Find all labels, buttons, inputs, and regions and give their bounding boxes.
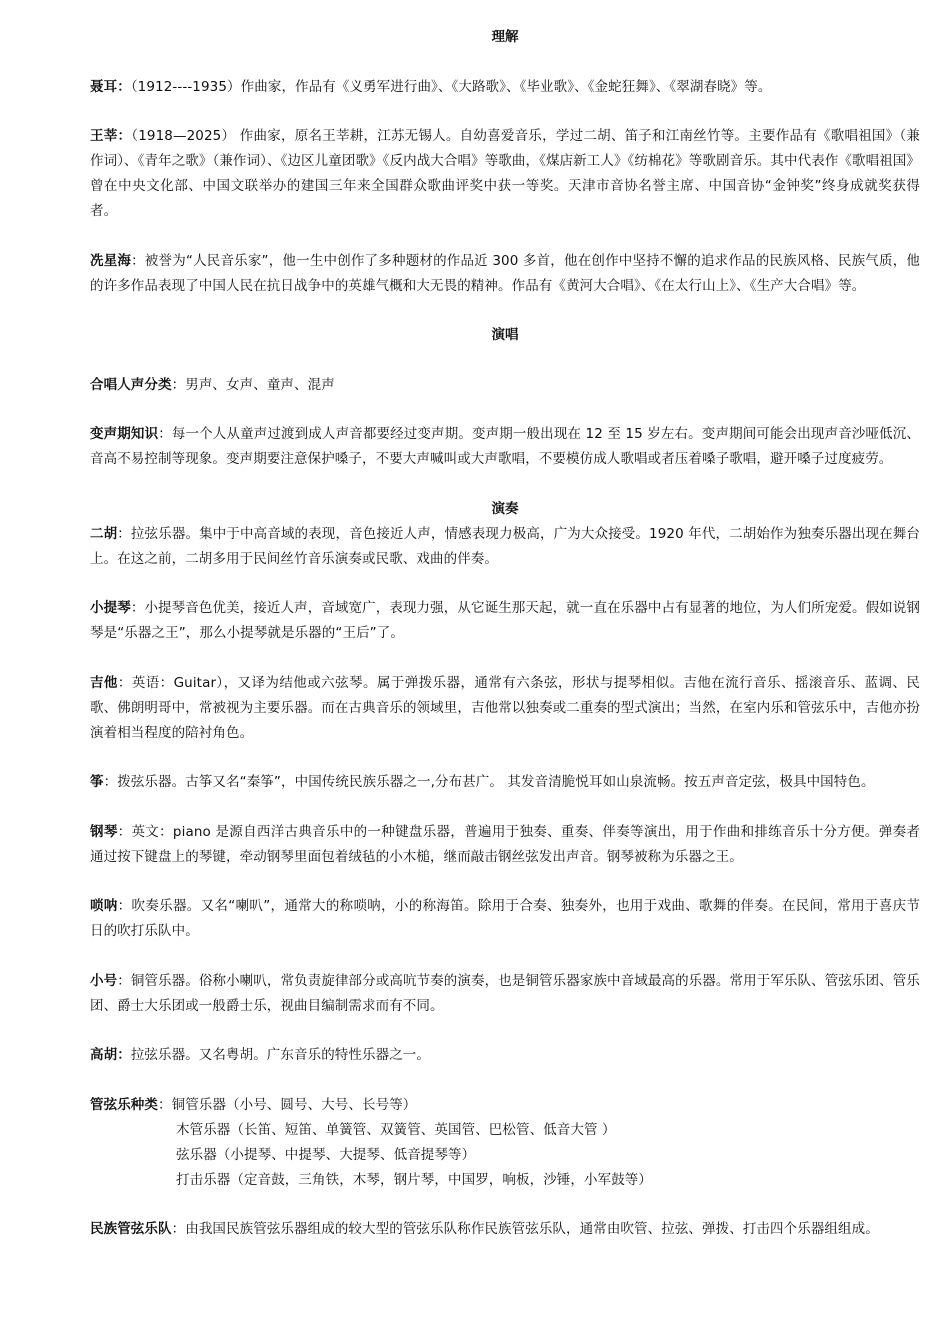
entry-text: 被誉为“人民音乐家”，他一生中创作了多种题材的作品近 300 多首，他在创作中坚持不懈的追求作品的民族风格、民族气质，他的许多作品表现了中国人民在抗日战争中的英雄气概和大无畏的精神。作品有《黄河大合唱》、《在太行山上》、《生产大合唱》等。 xyxy=(90,252,920,294)
section-title-singing: 演唱 xyxy=(491,327,519,343)
section-title-performance: 演奏 xyxy=(491,500,519,517)
entry-term: 筝 xyxy=(90,774,104,790)
entry-term: 钢琴 xyxy=(90,823,118,840)
entry-text: 英文：piano 是源自西洋古典音乐中的一种键盘乐器，普遍用于独奏、重奏、伴奏等演出，用于作曲和排练音乐十分方便。弹奏者通过按下键盘上的琴键，牵动钢琴里面包着绒毡的小木槌，继而敲击钢丝弦发出声音。钢琴被称为乐器之王。 xyxy=(90,823,920,865)
entry-wang-shen: 王莘：（1918—2025） 作曲家，原名王莘耕，江苏无锡人。自幼喜爱音乐，学过二胡、笛子和江南丝竹等。主要作品有《歌唱祖国》（兼作词）、《青年之歌》（兼作词）、《边区儿童团歌》《反内战大合唱》等歌曲，《煤店新工人》《纺棉花》等歌剧音乐。其中代表作《歌唱祖国》曾在中央文化部、中国文联举办的建国三年来全国群众歌曲评奖中获一等奖。天津市音协名誉主席、中国音协“金钟奖”终身成就奖获得者。 xyxy=(90,128,921,219)
entry-term: 小提琴 xyxy=(90,600,131,616)
entry-text: （1912----1935）作曲家，作品有《义勇军进行曲》、《大路歌》、《毕业歌》、《金蛇狂舞》、《翠湖春晓》等。 xyxy=(130,78,772,95)
entry-gaohu: 高胡：拉弦乐器。又名粤胡。广东音乐的特性乐器之一。 xyxy=(90,1047,431,1063)
entry-orchestra-types: 管弦乐种类：铜管乐器（小号、圆号、大号、长号等） 木管乐器（长笛、短笛、单簧管、双簧管、英国管、巴松管、低音大管 ） 弦乐器（小提琴、中提琴、大提琴、低音提琴等） 打击乐器（定音鼓，三角铁，木琴，钢片琴，中国罗，响板，沙锤，小军鼓等） xyxy=(90,1093,920,1193)
entry-text: 拉弦乐器。集中于中高音域的表现，音色接近人声，情感表现力极高，广为大众接受。1920 年代，二胡始作为独奏乐器出现在舞台上。在这之前，二胡多用于民间丝竹音乐演奏或民歌、戏曲的伴奏。 xyxy=(90,525,920,567)
entry-term: 王莘 xyxy=(90,128,118,144)
entry-text: 每一个人从童声过渡到成人声音都要经过变声期。变声期一般出现在 12 至 15 岁左右。变声期间可能会出现声音沙哑低沉、音高不易控制等现象。变声期要注意保护嗓子，不要大声喊叫或大声歌唱，不要模仿成人歌唱或者压着嗓子歌唱，避开嗓子过度疲劳。 xyxy=(90,426,921,467)
orchestra-line-brass: 铜管乐器（小号、圆号、大号、长号等） xyxy=(171,1096,417,1113)
entry-voice-change: 变声期知识：每一个人从童声过渡到成人声音都要经过变声期。变声期一般出现在 12 至 15 岁左右。变声期间可能会出现声音沙哑低沉、音高不易控制等现象。变声期要注意保护嗓子，不要大声喊叫或大声歌唱，不要模仿成人歌唱或者压着嗓子歌唱，避开嗓子过度疲劳。 xyxy=(90,426,921,467)
entry-text: （1918—2025） 作曲家，原名王莘耕，江苏无锡人。自幼喜爱音乐，学过二胡、笛子和江南丝竹等。主要作品有《歌唱祖国》（兼作词）、《青年之歌》（兼作词）、《边区儿童团歌》《反内战大合唱》等歌曲，《煤店新工人》《纺棉花》等歌剧音乐。其中代表作《歌唱祖国》曾在中央文化部、中国文联举办的建国三年来全国群众歌曲评奖中获一等奖。天津市音协名誉主席、中国音协“金钟奖”终身成就奖获得者。 xyxy=(90,128,921,219)
orchestra-line-woodwind: 木管乐器（长笛、短笛、单簧管、双簧管、英国管、巴松管、低音大管 ） xyxy=(176,1121,616,1138)
entry-text: 铜管乐器。俗称小喇叭，常负责旋律部分或高吭节奏的演奏，也是铜管乐器家族中音域最高的乐器。常用于军乐队、管弦乐团、管乐团、爵士大乐团或一般爵士乐，视曲目编制需求而有不同。 xyxy=(90,972,920,1014)
entry-text: 男声、女声、童声、混声 xyxy=(185,376,335,393)
document-page xyxy=(90,0,920,1242)
entry-term: 唢呐 xyxy=(90,898,118,914)
entry-term: 管弦乐种类 xyxy=(90,1096,158,1113)
entry-violin: 小提琴：小提琴音色优美，接近人声，音域宽广，表现力强，从它诞生那天起，就一直在乐器中占有显著的地位，为人们所宠爱。假如说钢琴是“乐器之王”，那么小提琴就是乐器的“王后”了。 xyxy=(90,600,920,641)
entry-term: 吉他 xyxy=(90,674,118,691)
entry-text: 吹奏乐器。又名“喇叭”，通常大的称唢呐，小的称海笛。除用于合奏、独奏外，也用于戏曲、歌舞的伴奏。在民间，常用于喜庆节日的吹打乐队中。 xyxy=(90,898,920,939)
entry-text: 小提琴音色优美，接近人声，音域宽广，表现力强，从它诞生那天起，就一直在乐器中占有显著的地位，为人们所宠爱。假如说钢琴是“乐器之王”，那么小提琴就是乐器的“王后”了。 xyxy=(90,600,920,641)
entry-xian-xinghai: 冼星海：被誉为“人民音乐家”，他一生中创作了多种题材的作品近 300 多首，他在创作中坚持不懈的追求作品的民族风格、民族气质，他的许多作品表现了中国人民在抗日战争中的英雄气概和大无畏的精神。作品有《黄河大合唱》、《在太行山上》、《生产大合唱》等。 xyxy=(90,252,920,294)
entry-text: 拉弦乐器。又名粤胡。广东音乐的特性乐器之一。 xyxy=(130,1047,431,1063)
entry-trumpet: 小号：铜管乐器。俗称小喇叭，常负责旋律部分或高吭节奏的演奏，也是铜管乐器家族中音域最高的乐器。常用于军乐队、管弦乐团、管乐团、爵士大乐团或一般爵士乐，视曲目编制需求而有不同。 xyxy=(90,972,920,1014)
entry-term: 变声期知识 xyxy=(90,426,159,442)
entry-guitar: 吉他：英语：Guitar），又译为结他或六弦琴。属于弹拨乐器，通常有六条弦，形状与提琴相似。吉他在流行音乐、摇滚音乐、蓝调、民歌、佛朗明哥中，常被视为主要乐器。而在古典音乐的领域里，吉他常以独奏或二重奏的型式演出；当然，在室内乐和管弦乐中，吉他亦扮演着相当程度的陪衬角色。 xyxy=(90,674,920,741)
entry-choir-voices: 合唱人声分类：男声、女声、童声、混声 xyxy=(90,376,335,393)
entry-erhu: 二胡：拉弦乐器。集中于中高音域的表现，音色接近人声，情感表现力极高，广为大众接受。1920 年代，二胡始作为独奏乐器出现在舞台上。在这之前，二胡多用于民间丝竹音乐演奏或民歌、戏曲的伴奏。 xyxy=(90,525,920,567)
entry-term: 民族管弦乐队 xyxy=(90,1221,172,1237)
entry-nie-er: 聂耳：（1912----1935）作曲家，作品有《义勇军进行曲》、《大路歌》、《毕业歌》、《金蛇狂舞》、《翠湖春晓》等。 xyxy=(90,78,772,95)
entry-term: 小号 xyxy=(90,972,118,989)
orchestra-line-strings: 弦乐器（小提琴、中提琴、大提琴、低音提琴等） xyxy=(176,1146,476,1163)
entry-folk-orchestra: 民族管弦乐队：由我国民族管弦乐器组成的较大型的管弦乐队称作民族管弦乐队，通常由吹管、拉弦、弹拨、打击四个乐器组组成。 xyxy=(90,1221,879,1237)
entry-term: 高胡 xyxy=(90,1047,118,1063)
entry-suona: 唢呐：吹奏乐器。又名“喇叭”，通常大的称唢呐，小的称海笛。除用于合奏、独奏外，也用于戏曲、歌舞的伴奏。在民间，常用于喜庆节日的吹打乐队中。 xyxy=(90,898,920,939)
entry-term: 聂耳 xyxy=(90,78,118,95)
entry-zheng: 筝：拨弦乐器。古筝又名“秦筝”，中国传统民族乐器之一,分布甚广。 其发音清脆悦耳如山泉流畅。按五声音定弦，极具中国特色。 xyxy=(90,774,875,790)
entry-piano: 钢琴：英文：piano 是源自西洋古典音乐中的一种键盘乐器，普遍用于独奏、重奏、伴奏等演出，用于作曲和排练音乐十分方便。弹奏者通过按下键盘上的琴键，牵动钢琴里面包着绒毡的小木槌，继而敲击钢丝弦发出声音。钢琴被称为乐器之王。 xyxy=(90,823,920,865)
entry-term: 冼星海 xyxy=(90,252,132,269)
entry-text: 由我国民族管弦乐器组成的较大型的管弦乐队称作民族管弦乐队，通常由吹管、拉弦、弹拨、打击四个乐器组组成。 xyxy=(185,1221,879,1237)
entry-text: 英语：Guitar），又译为结他或六弦琴。属于弹拨乐器，通常有六条弦，形状与提琴相似。吉他在流行音乐、摇滚音乐、蓝调、民歌、佛朗明哥中，常被视为主要乐器。而在古典音乐的领域里，吉他常以独奏或二重奏的型式演出；当然，在室内乐和管弦乐中，吉他亦扮演着相当程度的陪衬角色。 xyxy=(90,674,920,741)
section-title-understanding: 理解 xyxy=(491,29,519,45)
entry-term: 合唱人声分类 xyxy=(90,376,172,393)
orchestra-line-percussion: 打击乐器（定音鼓，三角铁，木琴，钢片琴，中国罗，响板，沙锤，小军鼓等） xyxy=(176,1171,652,1188)
entry-term: 二胡 xyxy=(90,525,118,542)
entry-text: 拨弦乐器。古筝又名“秦筝”，中国传统民族乐器之一,分布甚广。 其发音清脆悦耳如山泉流畅。按五声音定弦，极具中国特色。 xyxy=(117,774,875,790)
